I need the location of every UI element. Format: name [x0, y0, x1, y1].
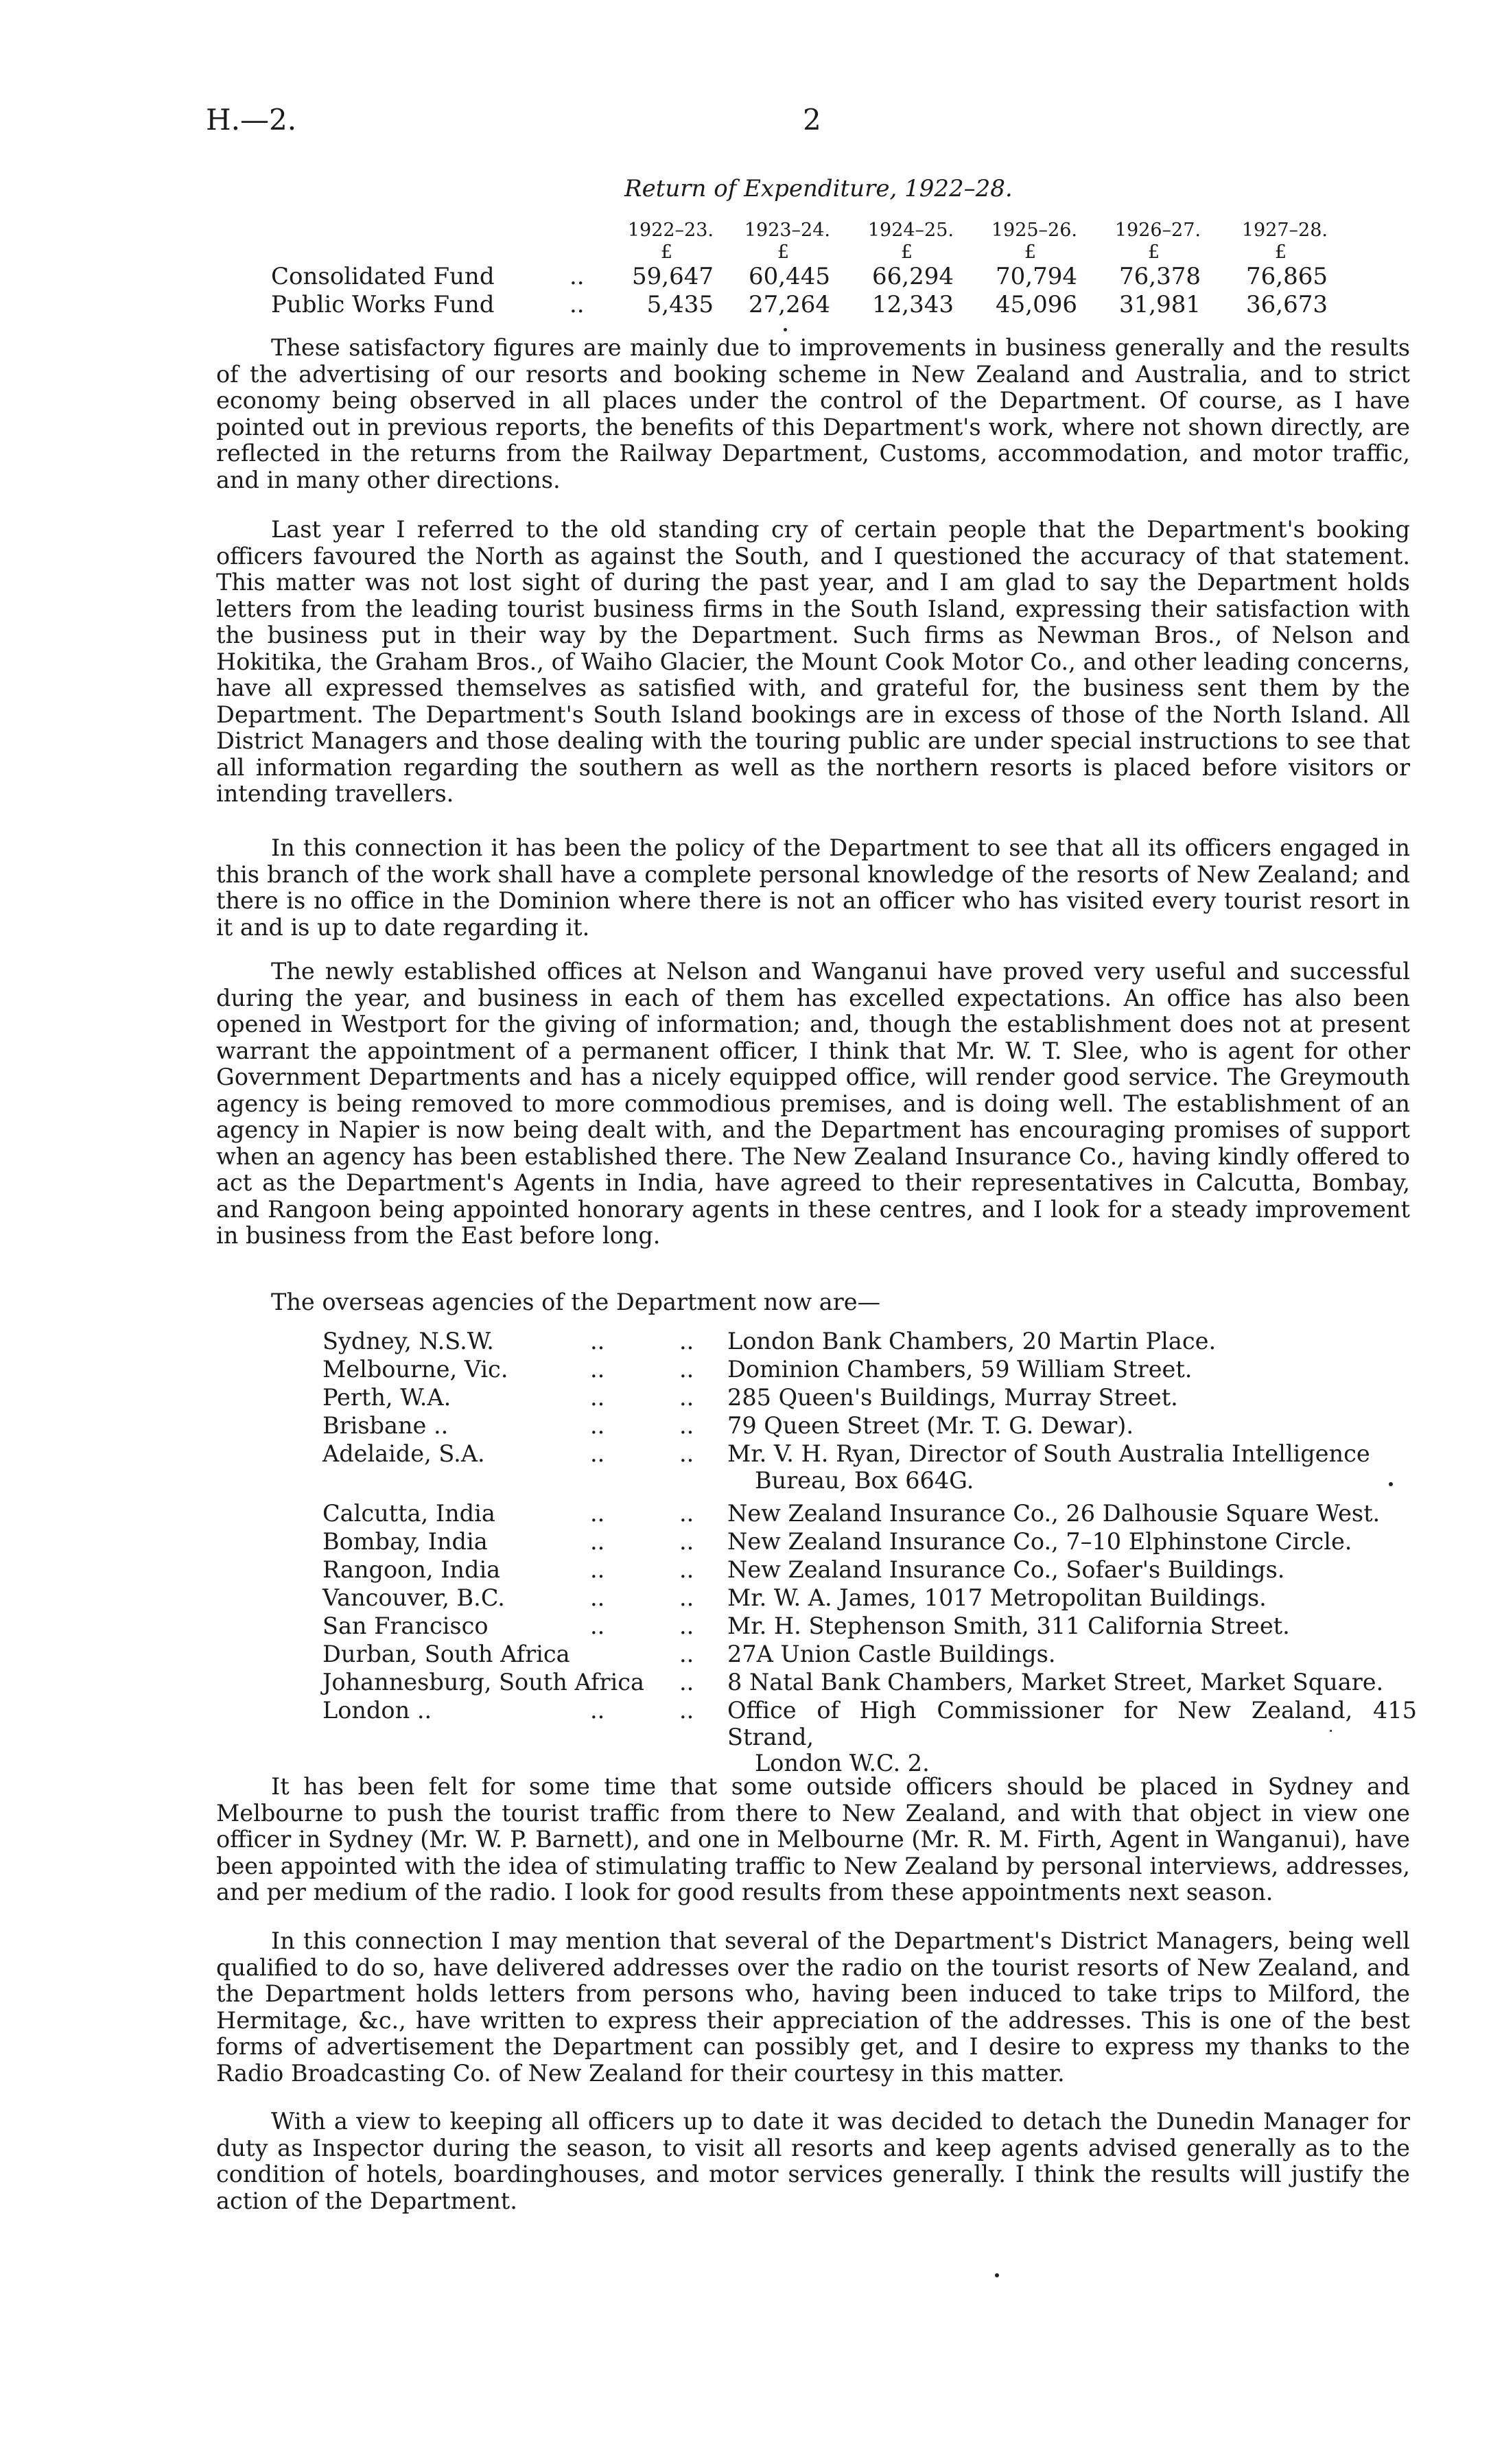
table-cell: 59,647	[632, 263, 714, 290]
agency-address: Mr. H. Stephenson Smith, 311 California Street.	[727, 1612, 1290, 1639]
unit-symbol: £	[777, 242, 789, 263]
stray-dot	[1389, 1482, 1393, 1486]
agency-address	[727, 1441, 1417, 1494]
page-header	[206, 103, 1400, 144]
leader-dots: ..	[590, 1556, 605, 1583]
table-cell: 27,264	[749, 291, 830, 318]
fund-label: Consolidated Fund	[271, 263, 495, 290]
table-cell: 76,865	[1246, 263, 1328, 290]
unit-symbol: £	[900, 242, 913, 263]
paragraph: In this connection I may mention that several of the Department's District Managers, being well qualified to do so, have delivered addresses over the radio on the tourist resorts of New Zealand, and the Department holds letters from persons who, having been induced to take trips to Milford, the Hermitage, &c., have written to express their appreciation of the addresses. This is one of the best forms of advertisement the Department can possibly get, and I desire to express my thanks to the Radio Broadcasting Co. of New Zealand for their courtesy in this matter.	[216, 1927, 1410, 2087]
paragraph: It has been felt for some time that some outside officers should be placed in Sydney and Melbourne to push the tourist traffic from there to New Zealand, and with that object in view one officer in Sydney (Mr. W. P. Barnett), and one in Melbourne (Mr. R. M. Firth, Agent in Wanganui), have been appointed with the idea of stimulating traffic to New Zealand by personal interviews, addresses, and per medium of the radio. I look for good results from these appointments next season.	[216, 1773, 1410, 1905]
unit-symbol: £	[660, 242, 672, 263]
leader-dots: ..	[590, 1528, 605, 1555]
leader-dots: ..	[679, 1500, 694, 1527]
table-cell: 66,294	[872, 263, 954, 290]
page-number: 2	[803, 103, 821, 137]
table-cell: 60,445	[749, 263, 830, 290]
paragraph: Last year I referred to the old standing cry of certain people that the Department's booking officers favoured the North as against the South, and I questioned the accuracy of that statement. This matter was not lost sight of during the past year, and I am glad to say the Department holds letters from the leading tourist business firms in the South Island, expressing their satisfaction with the business put in their way by the Department. Such firms as Newman Bros., of Nelson and Hokitika, the Graham Bros., of Waiho Glacier, the Mount Cook Motor Co., and other leading concerns, have all expressed themselves as satisfied with, and grateful for, the business sent them by the Department. The Department's South Island bookings are in excess of those of the North Island. All District Managers and those dealing with the touring public are under special instructions to see that all information regarding the southern as well as the northern resorts is placed before visitors or intending travellers.	[216, 516, 1410, 807]
leader-dots: ..	[679, 1556, 694, 1583]
paragraph: In this connection it has been the policy of the Department to see that all its officers engaged in this branch of the work shall have a complete personal knowledge of the resorts of New Zealand; and there is no office in the Dominion where there is not an officer who has visited every tourist resort in it and is up to date regarding it.	[216, 834, 1410, 941]
leader-dots: ..	[679, 1440, 694, 1467]
expenditure-table-title: Return of Expenditure, 1922–28.	[624, 175, 1013, 202]
leader-dots: ..	[590, 1384, 605, 1411]
agency-city: Vancouver, B.C.	[322, 1584, 505, 1611]
agency-address: 8 Natal Bank Chambers, Market Street, Market Square.	[727, 1669, 1384, 1696]
year-header: 1923–24.	[744, 220, 830, 241]
year-header: 1922–23.	[627, 220, 714, 241]
table-cell: 70,794	[996, 263, 1077, 290]
agency-address: London Bank Chambers, 20 Martin Place.	[727, 1328, 1217, 1354]
paragraph: With a view to keeping all officers up to date it was decided to detach the Dunedin Manager for duty as Inspector during the season, to visit all resorts and keep agents advised generally as to the condition of hotels, boardinghouses, and motor services generally. I think the results will justify the action of the Department.	[216, 2108, 1410, 2214]
leader-dots: ..	[590, 1612, 605, 1639]
agency-city: Bombay, India	[322, 1528, 488, 1555]
agency-address: New Zealand Insurance Co., 7–10 Elphinstone Circle.	[727, 1528, 1352, 1555]
agency-city: Rangoon, India	[322, 1556, 501, 1583]
agency-city: Johannesburg, South Africa	[322, 1669, 644, 1696]
leader-dots: ..	[679, 1669, 694, 1696]
unit-symbol: £	[1024, 242, 1036, 263]
leader-dots: ..	[570, 263, 585, 290]
leader-dots: ..	[590, 1328, 605, 1354]
leader-dots: ..	[679, 1412, 694, 1439]
agencies-intro: The overseas agencies of the Department now are—	[271, 1289, 881, 1315]
leader-dots: ..	[590, 1440, 605, 1467]
agency-address-line: Office of High Commissioner for New Zealand, 415 Strand,	[727, 1697, 1417, 1750]
agency-address: Mr. W. A. James, 1017 Metropolitan Buildings.	[727, 1584, 1267, 1611]
leader-dots: ..	[679, 1641, 694, 1667]
agency-address: New Zealand Insurance Co., Sofaer's Buildings.	[727, 1556, 1285, 1583]
leader-dots: ..	[590, 1584, 605, 1611]
fund-label: Public Works Fund	[271, 291, 495, 318]
leader-dots: ..	[679, 1528, 694, 1555]
leader-dots: ..	[590, 1697, 605, 1724]
paragraph: These satisfactory figures are mainly due to improvements in business generally and the results of the advertising of our resorts and booking scheme in New Zealand and Australia, and to strict economy being observed in all places under the control of the Department. Of course, as I have pointed out in previous reports, the benefits of this Department's work, where not shown directly, are reflected in the returns from the Railway Department, Customs, accommodation, and motor traffic, and in many other directions.	[216, 334, 1410, 493]
agency-city: Sydney, N.S.W.	[322, 1328, 494, 1354]
stray-mark	[1330, 1730, 1332, 1732]
year-header: 1926–27.	[1114, 220, 1201, 241]
agency-city: Durban, South Africa	[322, 1641, 570, 1667]
agency-city: Brisbane ..	[322, 1412, 449, 1439]
agency-city: Melbourne, Vic.	[322, 1356, 508, 1383]
year-header: 1927–28.	[1241, 220, 1328, 241]
agency-address: 79 Queen Street (Mr. T. G. Dewar).	[727, 1412, 1134, 1439]
leader-dots: ..	[679, 1384, 694, 1411]
agency-address	[727, 1698, 1417, 1777]
agency-city: Adelaide, S.A.	[322, 1440, 485, 1467]
table-cell: 36,673	[1246, 291, 1328, 318]
agency-address-continuation: Bureau, Box 664G.	[755, 1466, 974, 1494]
agency-city: Calcutta, India	[322, 1500, 495, 1527]
table-cell: 76,378	[1119, 263, 1201, 290]
agency-city: London ..	[322, 1697, 432, 1724]
agency-address-continuation: London W.C. 2.	[755, 1750, 930, 1776]
stray-dot	[784, 328, 787, 331]
agency-address: 27A Union Castle Buildings.	[727, 1641, 1056, 1667]
table-cell: 31,981	[1119, 291, 1201, 318]
agency-address: 285 Queen's Buildings, Murray Street.	[727, 1384, 1178, 1411]
paragraph: The newly established offices at Nelson and Wanganui have proved very useful and successful during the year, and business in each of them has excelled expectations. An office has also been opened in Westport for the giving of information; and, though the establishment does not at present warrant the appointment of a permanent officer, I think that Mr. W. T. Slee, who is agent for other Government Departments and has a nicely equipped office, will render good service. The Greymouth agency is being removed to more commodious premises, and is doing well. The establishment of an agency in Napier is now being dealt with, and the Department has encouraging promises of support when an agency has been established there. The New Zealand Insurance Co., having kindly offered to act as the Department's Agents in India, have agreed to their representatives in Calcutta, Bombay, and Rangoon being appointed honorary agents in these centres, and I look for a steady improvement in business from the East before long.	[216, 958, 1410, 1249]
agency-address-line: Mr. V. H. Ryan, Director of South Australia Intelligence	[727, 1440, 1370, 1467]
unit-symbol: £	[1274, 242, 1287, 263]
document-reference: H.—2.	[206, 103, 297, 137]
agency-city: San Francisco	[322, 1612, 489, 1639]
leader-dots: ..	[570, 291, 585, 318]
leader-dots: ..	[679, 1697, 694, 1724]
table-cell: 12,343	[872, 291, 954, 318]
leader-dots: ..	[590, 1500, 605, 1527]
leader-dots: ..	[679, 1356, 694, 1383]
agency-address: New Zealand Insurance Co., 26 Dalhousie Square West.	[727, 1500, 1381, 1527]
leader-dots: ..	[590, 1356, 605, 1383]
table-cell: 45,096	[996, 291, 1077, 318]
unit-symbol: £	[1147, 242, 1160, 263]
leader-dots: ..	[590, 1412, 605, 1439]
agency-address: Dominion Chambers, 59 William Street.	[727, 1356, 1193, 1383]
year-header: 1924–25.	[867, 220, 954, 241]
year-header: 1925–26.	[991, 220, 1077, 241]
agency-city: Perth, W.A.	[322, 1384, 451, 1411]
stray-dot	[995, 2273, 999, 2277]
leader-dots: ..	[679, 1612, 694, 1639]
leader-dots: ..	[679, 1328, 694, 1354]
leader-dots: ..	[679, 1584, 694, 1611]
table-cell: 5,435	[646, 291, 714, 318]
